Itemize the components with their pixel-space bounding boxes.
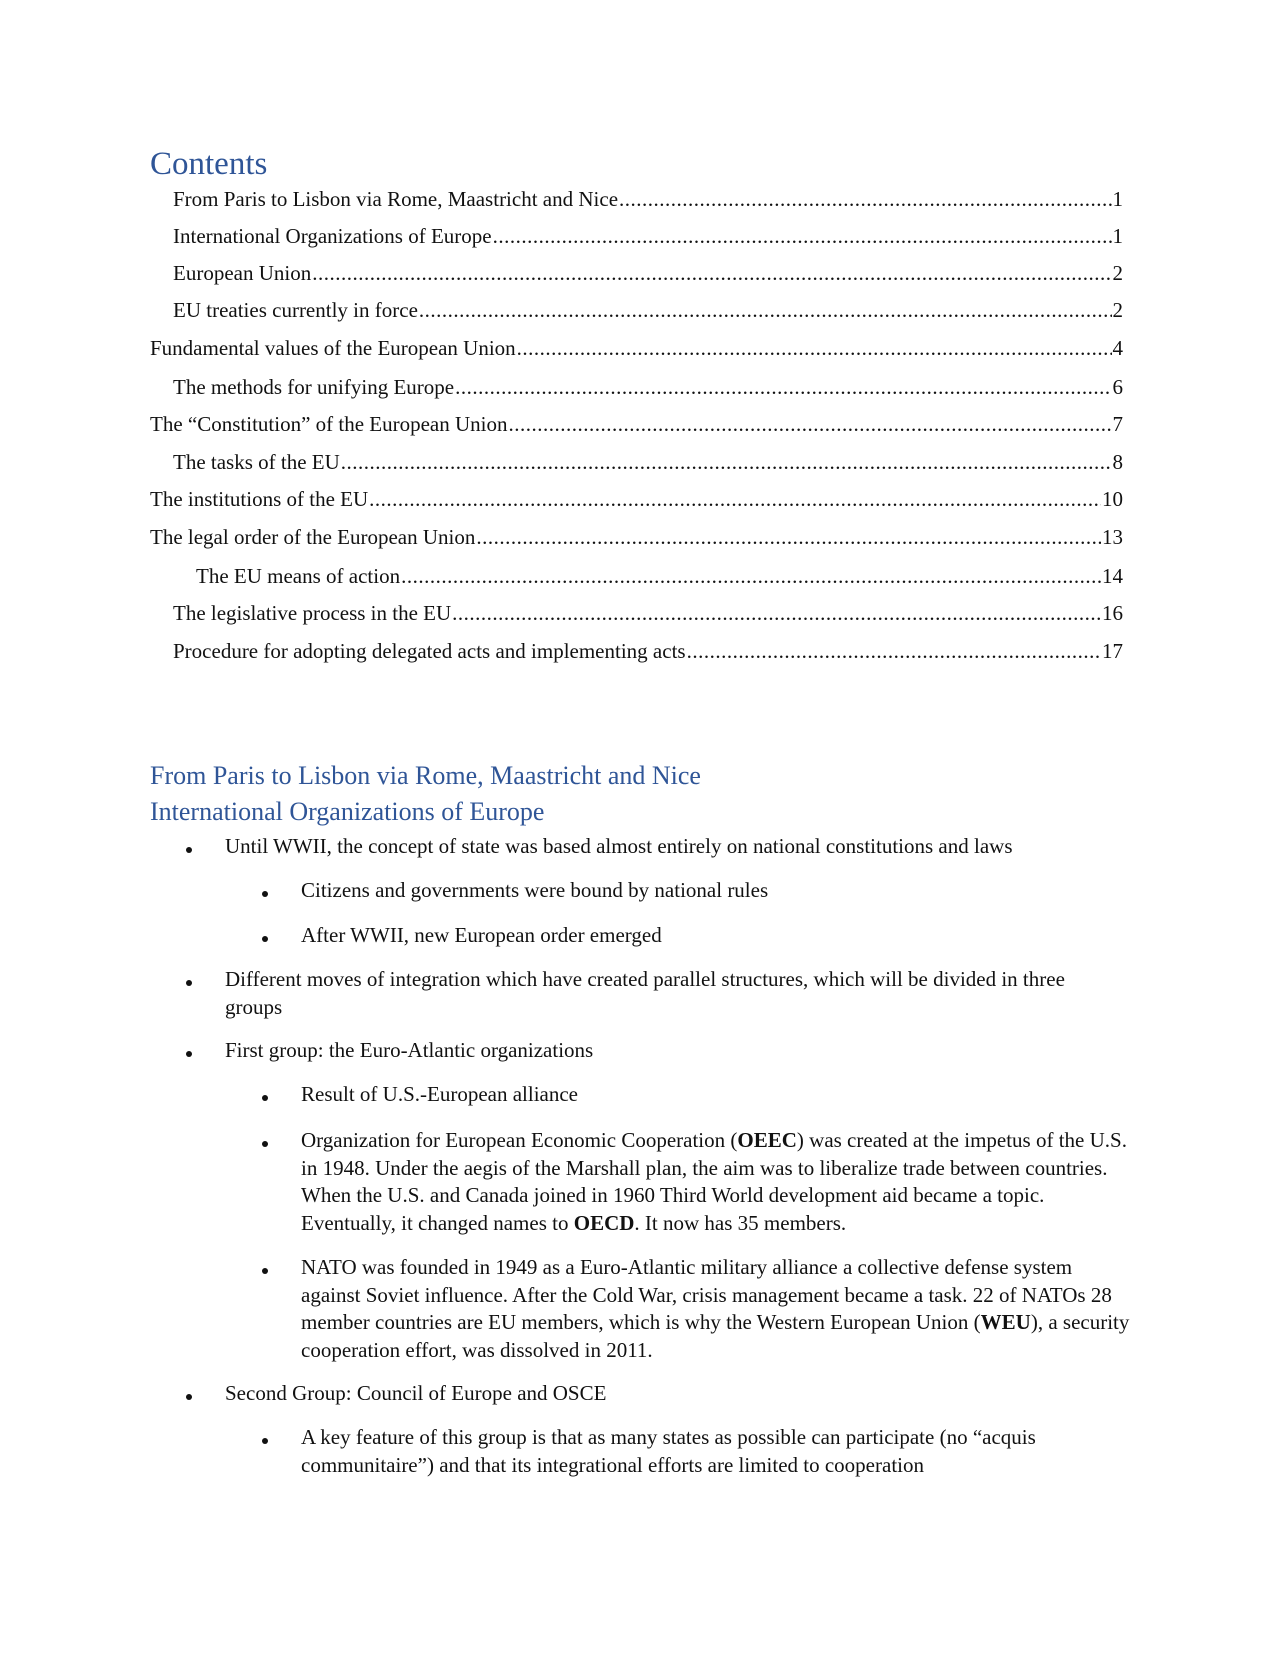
toc-entry[interactable] <box>196 562 1123 590</box>
toc-entry[interactable] <box>150 485 1123 513</box>
toc-entry-label: From Paris to Lisbon via Rome, Maastricht and Nice <box>173 187 619 211</box>
toc-entry-page: 1 <box>1112 224 1123 248</box>
bullet-icon <box>262 1127 268 1155</box>
bullet-icon <box>262 922 268 950</box>
toc-entry[interactable] <box>173 599 1123 627</box>
list-item-text: A key feature of this group is that as many states as possible can participate (no “acquis communitaire”) and that its integrational efforts are limited to cooperation <box>301 1425 1036 1477</box>
toc-entry-page: 17 <box>1102 639 1123 663</box>
acronym-weu: WEU <box>980 1310 1031 1334</box>
toc-entry[interactable] <box>150 523 1123 551</box>
toc-entry-label: The “Constitution” of the European Union <box>150 412 508 436</box>
list-item-text: Second Group: Council of Europe and OSCE <box>225 1381 607 1405</box>
bullet-icon <box>262 877 268 905</box>
list-item-text: Until WWII, the concept of state was based almost entirely on national constitutions and laws <box>225 834 1013 858</box>
toc-entry-page: 6 <box>1112 375 1123 399</box>
toc-entry[interactable] <box>150 410 1123 438</box>
toc-entry[interactable] <box>173 448 1123 476</box>
bullet-icon <box>186 1380 192 1408</box>
toc-entry-label: Fundamental values of the European Union <box>150 336 516 360</box>
toc-entry-page: 13 <box>1102 525 1123 549</box>
acronym-oeec: OEEC <box>737 1128 797 1152</box>
bullet-icon <box>262 1424 268 1452</box>
toc-entry-label: The EU means of action <box>196 564 401 588</box>
toc-entry-page: 16 <box>1102 601 1123 625</box>
bullet-icon <box>186 833 192 861</box>
toc-entry[interactable] <box>173 373 1123 401</box>
toc-entry-label: The institutions of the EU <box>150 487 369 511</box>
list-item-text: First group: the Euro-Atlantic organizations <box>225 1038 594 1062</box>
list-item-text: After WWII, new European order emerged <box>301 923 662 947</box>
toc-title: Contents <box>150 146 268 182</box>
toc-entry[interactable] <box>173 296 1123 324</box>
bullet-icon <box>186 1037 192 1065</box>
heading-paris-to-lisbon: From Paris to Lisbon via Rome, Maastricht and Nice <box>150 761 701 790</box>
toc-entry-label: International Organizations of Europe <box>173 224 492 248</box>
toc-entry-page: 14 <box>1102 564 1123 588</box>
toc-entry-page: 8 <box>1112 450 1123 474</box>
list-item-text: Different moves of integration which have created parallel structures, which will be divided in three groups <box>225 967 1065 1019</box>
toc-entry[interactable] <box>173 259 1123 287</box>
heading-international-organizations: International Organizations of Europe <box>150 797 545 826</box>
toc-entry[interactable] <box>173 222 1123 250</box>
acronym-oecd: OECD <box>573 1210 635 1235</box>
toc-entry[interactable] <box>173 637 1123 665</box>
toc-entry-label: Procedure for adopting delegated acts and implementing acts <box>173 639 686 663</box>
list-item-text: Organization for European Economic Cooperation (OEEC) was created at the impetus of the U.S. in 1948. Under the aegis of the Marshall plan, the aim was to liberalize trade between countries. When the U.S. and Canada joined in 1960 Third World development aid became a topic. Eventually, it changed names to OECD. It now has 35 members. <box>301 1128 1127 1235</box>
toc-entry-page: 2 <box>1112 298 1123 322</box>
bullet-icon <box>186 966 192 994</box>
toc-entry[interactable] <box>150 334 1123 362</box>
toc-entry-label: European Union <box>173 261 312 285</box>
list-item-text: NATO was founded in 1949 as a Euro-Atlantic military alliance a collective defense system against Soviet influence. After the Cold War, crisis management became a task. 22 of NATOs 28 member countries are EU members, which is why the Western European Union (WEU), a security cooperation effort, was dissolved in 2011. <box>301 1255 1130 1362</box>
bullet-icon <box>262 1081 268 1109</box>
list-item-text: Citizens and governments were bound by national rules <box>301 878 769 902</box>
toc-entry-label: EU treaties currently in force <box>173 298 418 322</box>
toc-entry-label: The legal order of the European Union <box>150 525 476 549</box>
toc-entry-page: 1 <box>1112 187 1123 211</box>
toc-entry-page: 10 <box>1102 487 1123 511</box>
toc-entry-label: The methods for unifying Europe <box>173 375 455 399</box>
toc-entry-label: The legislative process in the EU <box>173 601 452 625</box>
toc-entry-page: 4 <box>1112 336 1123 360</box>
list-item-text: Result of U.S.-European alliance <box>301 1082 578 1106</box>
toc-entry-page: 7 <box>1112 412 1123 436</box>
toc-entry[interactable] <box>173 185 1123 213</box>
bullet-icon <box>262 1254 268 1282</box>
toc-entry-page: 2 <box>1112 261 1123 285</box>
toc-entry-label: The tasks of the EU <box>173 450 340 474</box>
